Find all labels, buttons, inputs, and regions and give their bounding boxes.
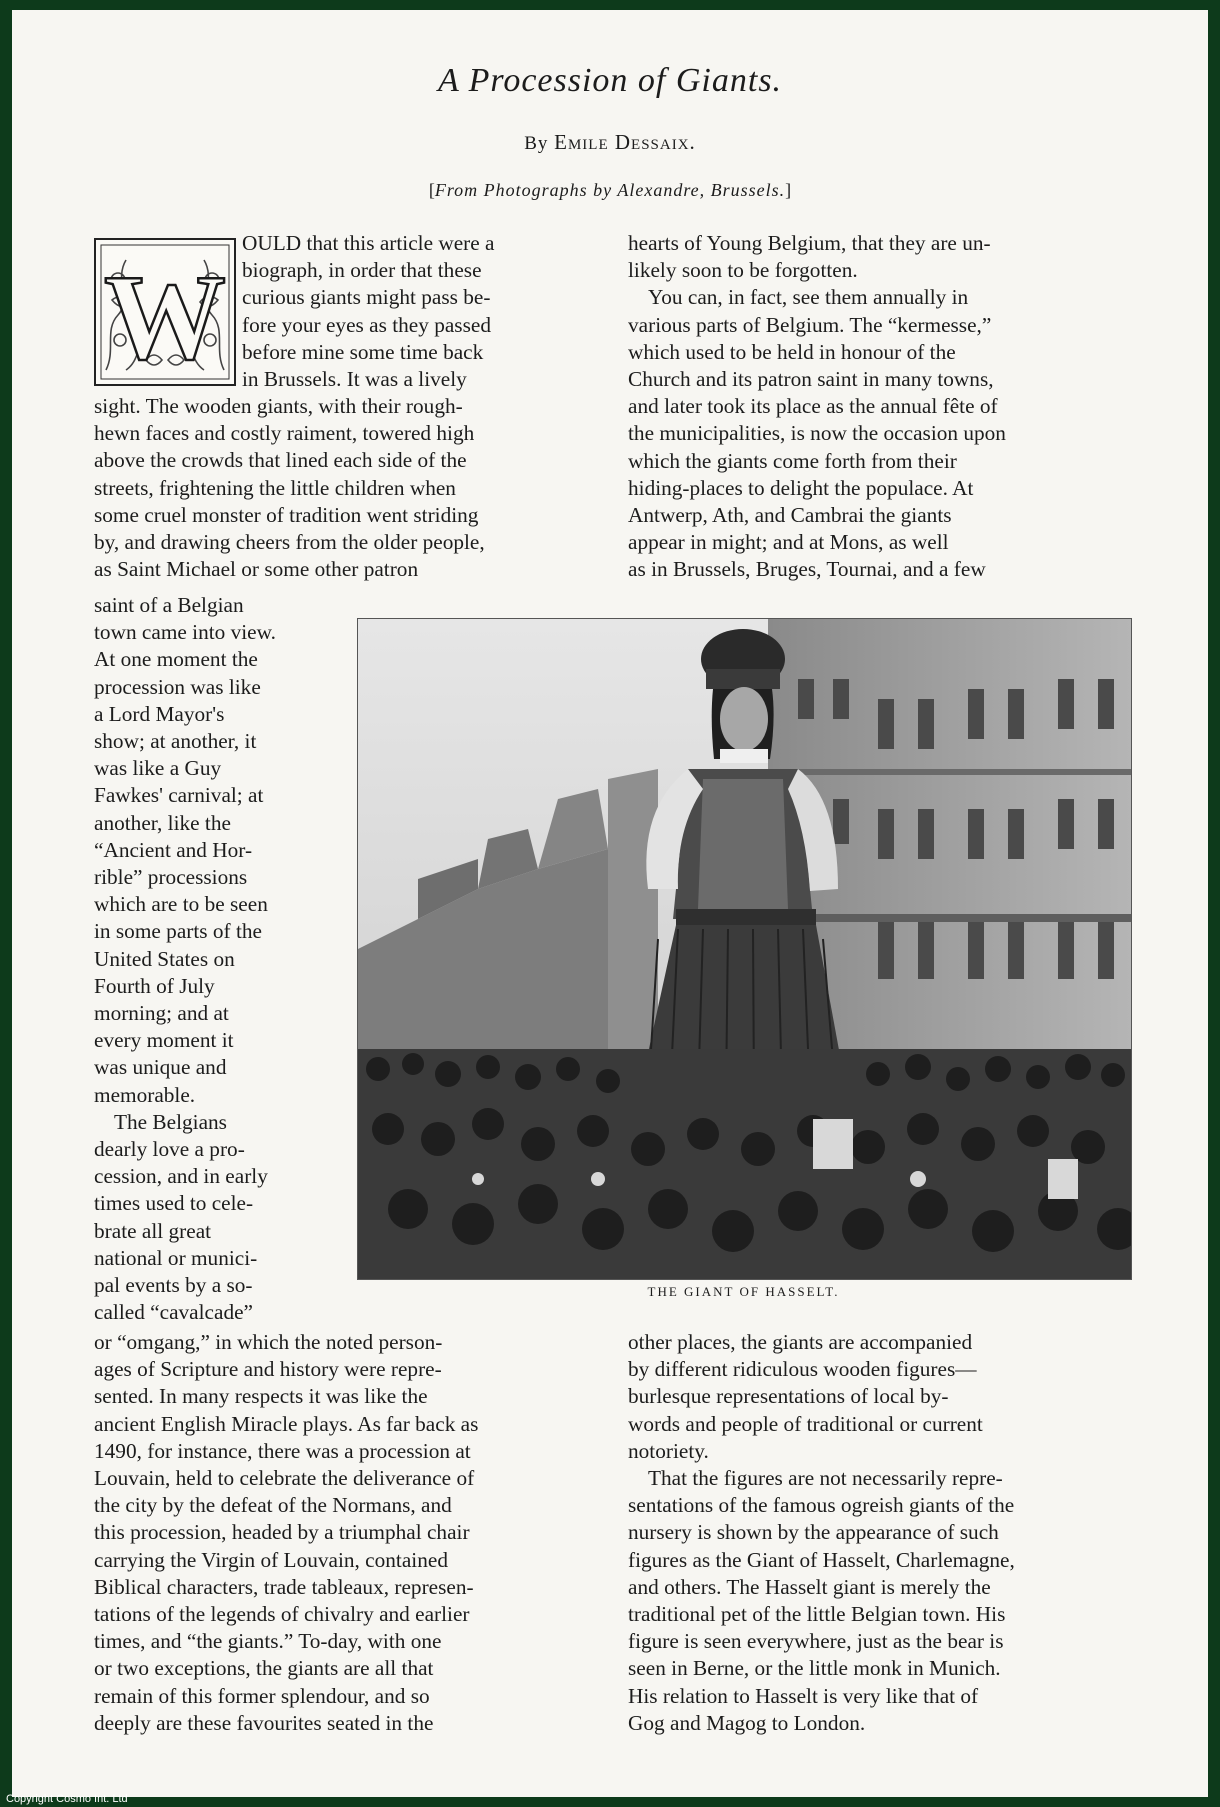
text-line: pal events by a so- [94,1273,253,1298]
text-line: streets, frightening the little children when [94,475,456,500]
text-line: Fawkes' carnival; at [94,783,264,808]
text-line: figure is seen everywhere, just as the bear is [628,1629,1004,1654]
left-column-bottom [94,1329,595,1737]
text-line: ancient English Miracle plays. As far back as [94,1411,479,1436]
text-line: traditional pet of the little Belgian town. His [628,1602,1006,1627]
text-line: figures as the Giant of Hasselt, Charlemagne, [628,1547,1015,1572]
text-line: brate all great [94,1218,212,1243]
text-line: called “cavalcade” [94,1300,253,1325]
text-line: this procession, headed by a triumphal chair [94,1520,470,1545]
left-column-intro [242,230,595,393]
text-line: hiding-places to delight the populace. At [628,475,974,500]
text-line: carrying the Virgin of Louvain, contained [94,1547,448,1572]
text-line: by different ridiculous wooden figures— [628,1357,977,1382]
text-line: which are to be seen [94,892,268,917]
text-line: You can, in fact, see them annually in [648,285,969,310]
text-line: appear in might; and at Mons, as well [628,530,949,555]
text-line: the city by the defeat of the Normans, and [94,1493,452,1518]
text-line: nursery is shown by the appearance of such [628,1520,999,1545]
text-line: a Lord Mayor's [94,701,225,726]
text-line: likely soon to be forgotten. [628,258,858,283]
byline-prefix: By [524,133,549,154]
text-line: 1490, for instance, there was a procession at [94,1438,471,1463]
text-line: deeply are these favourites seated in the [94,1710,434,1735]
text-line: That the figures are not necessarily repre- [648,1466,1003,1491]
text-line: burlesque representations of local by- [628,1384,949,1409]
text-line: as Saint Michael or some other patron [94,557,419,582]
text-line: “Ancient and Hor- [94,837,253,862]
text-line: saint of a Belgian [94,593,244,617]
text-line: fore your eyes as they passed [242,312,491,337]
text-line: and others. The Hasselt giant is merely the [628,1574,991,1599]
drop-cap-letter: W [104,250,226,384]
text-line: cession, and in early [94,1164,268,1189]
text-line: other places, the giants are accompanied [628,1330,973,1354]
text-line: hearts of Young Belgium, that they are un- [628,231,991,255]
text-line: Church and its patron saint in many towns, [628,367,994,392]
text-line: which used to be held in honour of the [628,339,956,364]
text-line: dearly love a pro- [94,1137,245,1162]
photo-credit-text: From Photographs by Alexandre, Brussels. [434,180,786,200]
text-line: which the giants come forth from their [628,448,957,473]
text-line: every moment it [94,1028,234,1053]
article-byline [0,130,1220,155]
text-line: words and people of traditional or current [628,1411,983,1436]
text-line: before mine some time back [242,339,484,364]
author-name: Emile Dessaix. [554,130,696,154]
text-line: some cruel monster of tradition went striding [94,502,479,527]
text-line: and later took its place as the annual fête of [628,394,998,419]
text-line: the municipalities, is now the occasion upon [628,421,1006,446]
article-title: A Procession of Giants. [437,62,783,99]
text-line: was like a Guy [94,756,222,781]
text-line: as in Brussels, Bruges, Tournai, and a few [628,557,986,582]
text-line: The Belgians [114,1109,227,1134]
text-line: remain of this former splendour, and so [94,1683,430,1708]
photo-credit: [From Photographs by Alexandre, Brussels.] [428,180,792,200]
left-column-narrow [94,592,318,1326]
text-line: or two exceptions, the giants are all that [94,1656,434,1681]
text-line: morning; and at [94,1001,229,1026]
text-line: ages of Scripture and history were repre- [94,1357,442,1382]
text-line: procession was like [94,674,261,699]
left-column-full [94,393,595,583]
text-line: town came into view. [94,620,276,645]
text-line: times, and “the giants.” To-day, with one [94,1629,442,1654]
drop-cap-ornament [94,238,236,386]
text-line: various parts of Belgium. The “kermesse,” [628,312,992,337]
text-line: hewn faces and costly raiment, towered high [94,421,475,446]
text-line: in Brussels. It was a lively [242,367,467,392]
text-line: or “omgang,” in which the noted person- [94,1330,443,1354]
text-line: biograph, in order that these [242,258,482,283]
text-line: memorable. [94,1082,196,1107]
text-line: in some parts of the [94,919,262,944]
text-line: sented. In many respects it was like the [94,1384,428,1409]
text-line: His relation to Hasselt is very like that of [628,1683,979,1708]
text-line: tations of the legends of chivalry and earlier [94,1602,470,1627]
right-column-bottom [628,1329,1130,1737]
text-line: Louvain, held to celebrate the deliverance of [94,1466,475,1491]
text-line: OULD that this article were a [242,231,495,255]
giant-of-hasselt-photo [357,618,1132,1280]
text-line: Antwerp, Ath, and Cambrai the giants [628,503,952,528]
text-line: was unique and [94,1055,227,1080]
text-line: show; at another, it [94,729,257,754]
text-line: Biblical characters, trade tableaux, represen- [94,1574,474,1599]
text-line: times used to cele- [94,1191,254,1216]
text-line: curious giants might pass be- [242,285,491,310]
text-line: sentations of the famous ogreish giants of the [628,1493,1015,1518]
copyright-notice: Copyright Cosmo Int. Ltd [6,1793,128,1805]
text-line: national or munici- [94,1245,258,1270]
text-line: rible” processions [94,865,248,890]
text-line: notoriety. [628,1438,709,1463]
text-line: At one moment the [94,647,258,672]
text-line: by, and drawing cheers from the older people, [94,530,485,555]
photo-caption: THE GIANT OF HASSELT. [647,1284,840,1299]
text-line: above the crowds that lined each side of the [94,448,467,473]
text-line: seen in Berne, or the little monk in Munich. [628,1656,1001,1681]
text-line: sight. The wooden giants, with their rough- [94,394,463,418]
procession-photograph [358,619,1131,1279]
text-line: Fourth of July [94,973,215,998]
text-line: United States on [94,946,235,971]
text-line: another, like the [94,810,231,835]
right-column-top [628,230,1130,584]
text-line: Gog and Magog to London. [628,1710,866,1735]
floral-ornament-icon [96,240,234,384]
